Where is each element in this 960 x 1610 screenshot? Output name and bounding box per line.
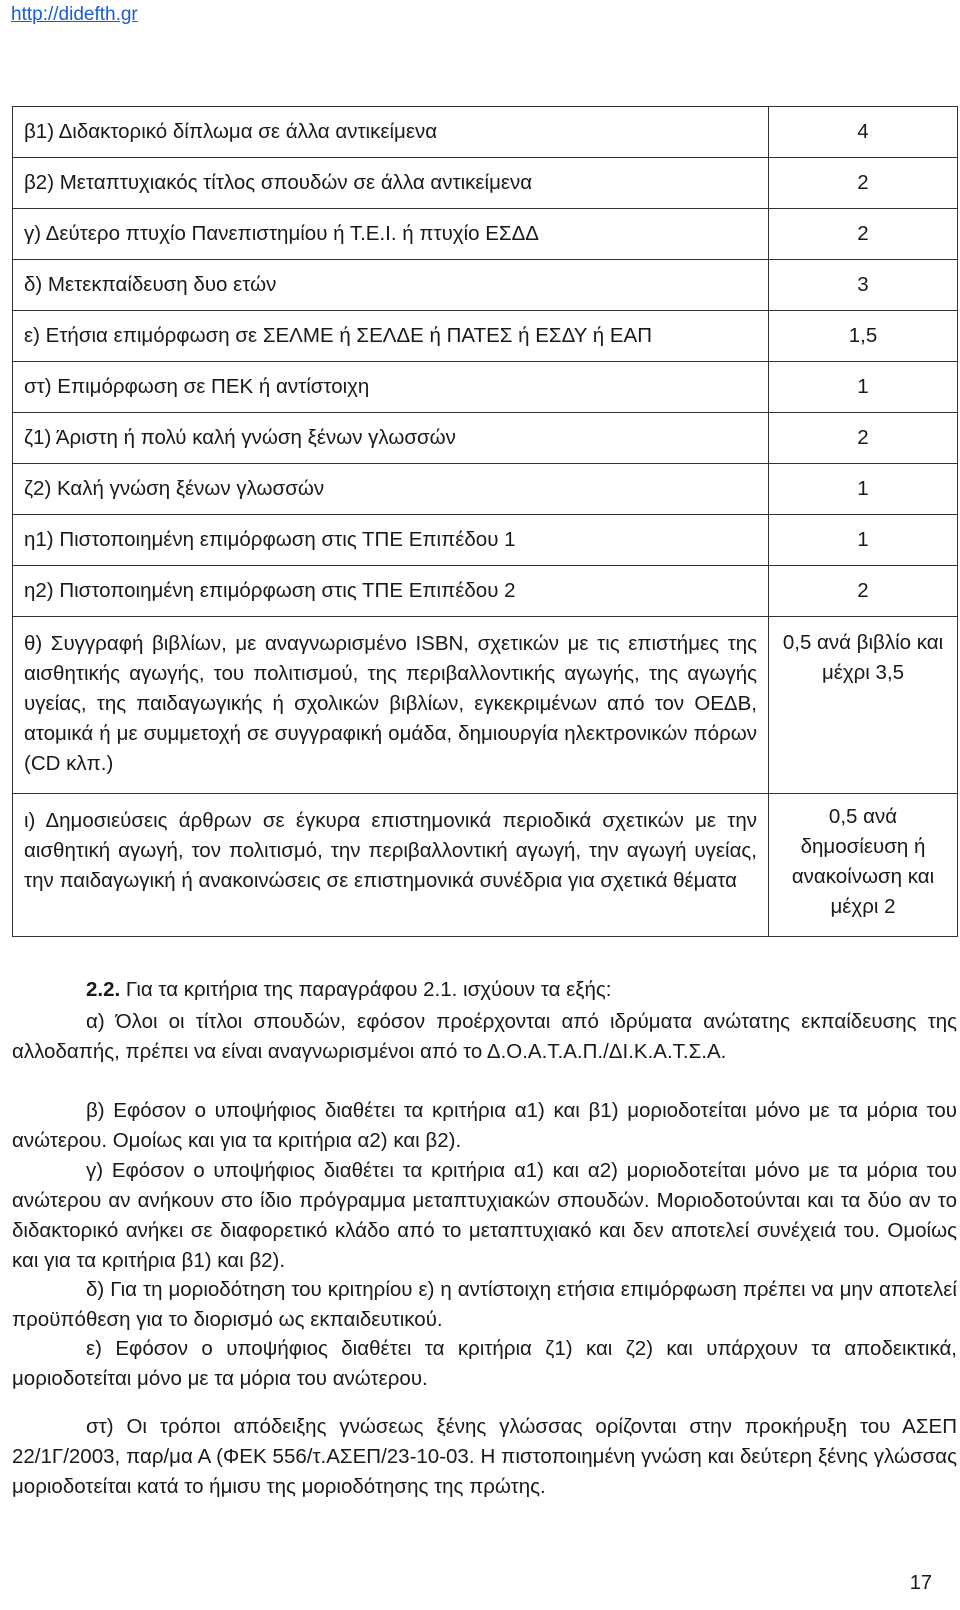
table-row xyxy=(13,794,958,937)
criterion-points: 1 xyxy=(769,362,958,413)
criterion-points: 2 xyxy=(769,158,958,209)
table-row xyxy=(13,413,958,464)
table-row xyxy=(13,209,958,260)
criterion-label: β2) Μεταπτυχιακός τίτλος σπουδών σε άλλα αντικείμενα xyxy=(13,158,769,209)
paragraph-e: ε) Εφόσον ο υποψήφιος διαθέτει τα κριτήρια ζ1) και ζ2) και υπάρχουν τα αποδεικτικά, μοριοδοτείται μόνο με τα μόρια του ανώτερου. xyxy=(12,1337,957,1390)
criterion-label: θ) Συγγραφή βιβλίων, με αναγνωρισμένο ISBN, σχετικών με τις επιστήμες της αισθητικής αγωγής, του πολιτισμού, της περιβαλλοντικής αγωγής, της αγωγής υγείας, της παιδαγωγικής ή σχολικών βιβλίων, εγκεκριμένων από τον ΟΕΔΒ, ατομικά ή με συμμετοχή σε συγγραφική ομάδα, δημιουργία ηλεκτρονικών πόρων (CD κλπ.) xyxy=(13,617,769,794)
paragraph-a: α) Όλοι οι τίτλοι σπουδών, εφόσον προέρχονται από ιδρύματα ανώτατης εκπαίδευσης της αλλοδαπής, πρέπει να είναι αναγνωρισμένοι από το Δ.Ο.Α.Τ.Α.Π./ΔΙ.Κ.Α.Τ.Σ.Α. xyxy=(12,1010,957,1063)
page-number: 17 xyxy=(909,1572,932,1594)
criterion-label: στ) Επιμόρφωση σε ΠΕΚ ή αντίστοιχη xyxy=(13,362,769,413)
criterion-label: δ) Μετεκπαίδευση δυο ετών xyxy=(13,260,769,311)
criterion-label: η2) Πιστοποιημένη επιμόρφωση στις ΤΠΕ Επιπέδου 2 xyxy=(13,566,769,617)
criterion-label: γ) Δεύτερο πτυχίο Πανεπιστημίου ή Τ.Ε.Ι. ή πτυχίο ΕΣΔΔ xyxy=(13,209,769,260)
section-heading xyxy=(86,975,956,1005)
paragraph-st: στ) Οι τρόποι απόδειξης γνώσεως ξένης γλώσσας ορίζονται στην προκήρυξη του ΑΣΕΠ 22/1Γ/2003, παρ/μα Α (ΦΕΚ 556/τ.ΑΣΕΠ/23-10-03. Η πιστοποιημένη γνώση και δεύτερη ξένης γλώσσας μοριοδοτείται κατά το ήμισυ της μοριοδότησης της πρώτης. xyxy=(12,1415,957,1498)
criterion-label: ε) Ετήσια επιμόρφωση σε ΣΕΛΜΕ ή ΣΕΛΔΕ ή ΠΑΤΕΣ ή ΕΣΔΥ ή ΕΑΠ xyxy=(13,311,769,362)
criterion-label: ι) Δημοσιεύσεις άρθρων σε έγκυρα επιστημονικά περιοδικά σχετικών με την αισθητική αγωγή, τον πολιτισμό, την περιβαλλοντική αγωγή, την αγωγή υγείας, την παιδαγωγική ή ανακοινώσεις σε επιστημονικά συνέδρια για σχετικά θέματα xyxy=(13,794,769,937)
table-row xyxy=(13,464,958,515)
criterion-points: 2 xyxy=(769,566,958,617)
table-row xyxy=(13,362,958,413)
paragraph-b: β) Εφόσον ο υποψήφιος διαθέτει τα κριτήρια α1) και β1) μοριοδοτείται μόνο με τα μόρια του ανώτερου. Ομοίως και για τα κριτήρια α2) και β2). xyxy=(12,1099,957,1152)
table-row xyxy=(13,158,958,209)
criterion-label: β1) Διδακτορικό δίπλωμα σε άλλα αντικείμενα xyxy=(13,107,769,158)
table-row xyxy=(13,515,958,566)
table-row xyxy=(13,566,958,617)
table-row xyxy=(13,311,958,362)
section-title: Για τα κριτήρια της παραγράφου 2.1. ισχύουν τα εξής: xyxy=(125,978,612,1001)
paragraph-c: γ) Εφόσον ο υποψήφιος διαθέτει τα κριτήρια α1) και α2) μοριοδοτείται μόνο με τα μόρια του ανώτερου αν ανήκουν στο ίδιο πρόγραμμα μεταπτυχιακών σπουδών. Μοριοδοτούνται και τα δύο αν το διδακτορικό ανήκει σε διαφορετικό κλάδο από το μεταπτυχιακό και δεν αποτελεί συνέχειά του. Ομοίως και για τα κριτήρια β1) και β2). xyxy=(12,1159,957,1272)
criterion-label: ζ2) Καλή γνώση ξένων γλωσσών xyxy=(13,464,769,515)
criterion-points: 3 xyxy=(769,260,958,311)
criterion-points: 0,5 ανά βιβλίο και μέχρι 3,5 xyxy=(769,617,958,794)
criterion-points: 1,5 xyxy=(769,311,958,362)
criterion-points: 1 xyxy=(769,464,958,515)
section-number: 2.2. xyxy=(86,978,121,1001)
table-row xyxy=(13,107,958,158)
criterion-points: 2 xyxy=(769,209,958,260)
site-link[interactable]: http://didefth.gr xyxy=(11,4,138,25)
criterion-points: 1 xyxy=(769,515,958,566)
criterion-label: ζ1) Άριστη ή πολύ καλή γνώση ξένων γλωσσών xyxy=(13,413,769,464)
criterion-points: 0,5 ανά δημοσίευση ή ανακοίνωση και μέχρι 2 xyxy=(769,794,958,937)
paragraph-d: δ) Για τη μοριοδότηση του κριτηρίου ε) η αντίστοιχη ετήσια επιμόρφωση πρέπει να μην αποτελεί προϋπόθεση για το διορισμό ως εκπαιδευτικού. xyxy=(12,1278,957,1331)
criterion-points: 2 xyxy=(769,413,958,464)
table-row xyxy=(13,260,958,311)
criterion-points: 4 xyxy=(769,107,958,158)
criterion-label: η1) Πιστοποιημένη επιμόρφωση στις ΤΠΕ Επιπέδου 1 xyxy=(13,515,769,566)
criteria-table xyxy=(12,106,958,937)
table-row xyxy=(13,617,958,794)
